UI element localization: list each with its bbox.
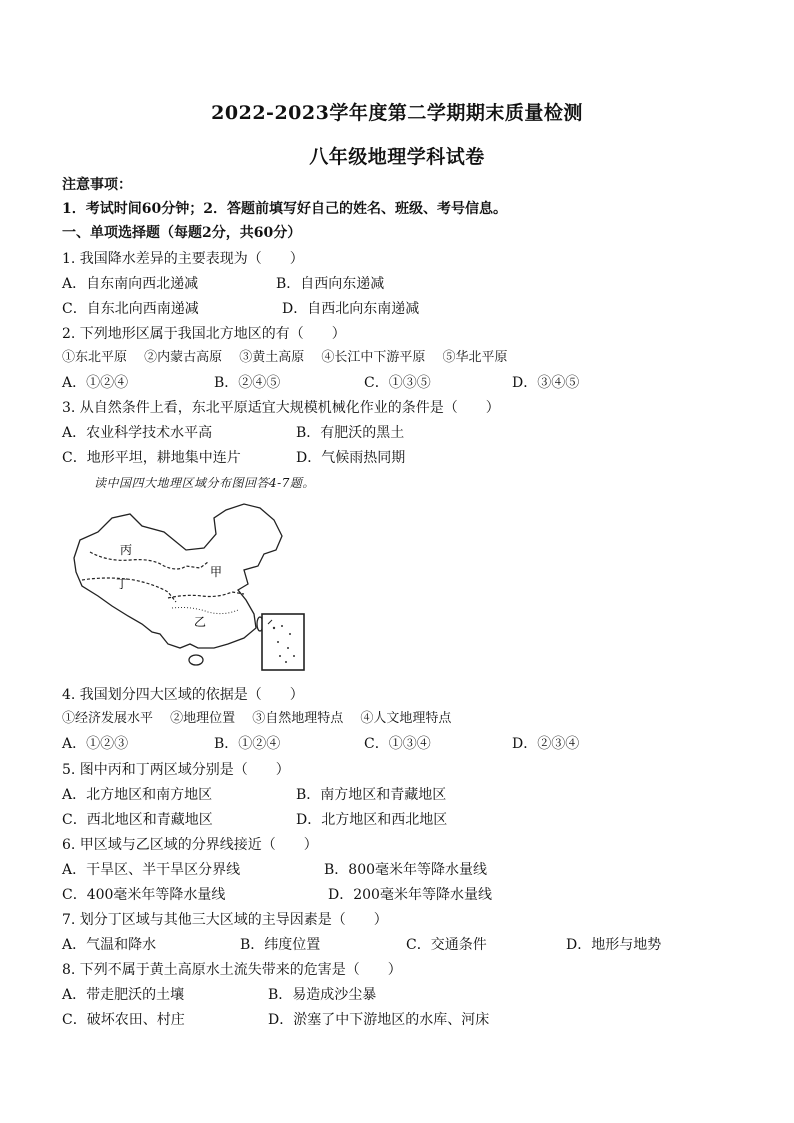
q7-option-d: D．地形与地势 [566, 937, 662, 953]
question-6-stem: 6. 甲区域与乙区域的分界线接近（ ） [62, 837, 318, 853]
q6-option-d: D．200毫米年等降水量线 [328, 887, 492, 903]
q1-option-a: A．自东南向西北递减 [62, 276, 199, 292]
q4-option-c: C．①③④ [364, 736, 431, 752]
section-heading: 一、单项选择题（每题2分，共60分） [62, 225, 302, 241]
q1-option-b: B．自西向东递减 [276, 276, 385, 292]
question-3-stem: 3. 从自然条件上看，东北平原适宜大规模机械化作业的条件是（ ） [62, 400, 500, 416]
exam-title: 2022-2023学年度第二学期期末质量检测 [211, 102, 583, 124]
boundary-qinghai-tibet [82, 578, 176, 602]
question-4-stem: 4. 我国划分四大区域的依据是（ ） [62, 687, 304, 703]
q6-option-b: B．800毫米年等降水量线 [324, 862, 488, 878]
q2-items: ①东北平原 ②内蒙古高原 ③黄土高原 ④长江中下游平原 ⑤华北平原 [62, 350, 508, 365]
q3-option-a: A．农业科学技术水平高 [62, 425, 213, 441]
label-ding: 丁 [116, 577, 129, 591]
boundary-north-northwest [90, 552, 208, 569]
q8-option-a: A．带走肥沃的土壤 [62, 987, 185, 1003]
question-8-stem: 8. 下列不属于黄土高原水土流失带来的危害是（ ） [62, 962, 402, 978]
q8-option-d: D．淤塞了中下游地区的水库、河床 [268, 1012, 490, 1028]
q4-option-a: A．①②③ [62, 736, 129, 752]
q2-option-a: A．①②④ [62, 375, 129, 391]
china-regions-map [68, 496, 318, 676]
q7-option-a: A．气温和降水 [62, 937, 157, 953]
question-2-stem: 2. 下列地形区属于我国北方地区的有（ ） [62, 326, 346, 342]
river-line [172, 608, 238, 614]
q4-option-b: B．①②④ [214, 736, 281, 752]
hainan-island [189, 655, 203, 665]
label-jia: 甲 [210, 565, 223, 579]
q3-option-b: B．有肥沃的黑土 [296, 425, 405, 441]
notes-heading: 注意事项： [62, 177, 132, 193]
q3-option-d: D．气候雨热同期 [296, 450, 406, 466]
q8-option-c: C．破坏农田、村庄 [62, 1012, 185, 1028]
q4-items: ①经济发展水平 ②地理位置 ③自然地理特点 ④人文地理特点 [62, 711, 452, 726]
q1-option-c: C．自东北向西南递减 [62, 301, 199, 317]
q2-option-d: D．③④⑤ [512, 375, 580, 391]
question-1-stem: 1. 我国降水差异的主要表现为（ ） [62, 251, 304, 267]
q2-option-c: C．①③⑤ [364, 375, 431, 391]
china-outline [74, 504, 282, 648]
q3-option-c: C．地形平坦，耕地集中连片 [62, 450, 241, 466]
south-china-sea-inset [262, 614, 304, 670]
exam-subtitle: 八年级地理学科试卷 [309, 146, 485, 168]
question-7-stem: 7. 划分丁区域与其他三大区域的主导因素是（ ） [62, 912, 388, 928]
q2-option-b: B．②④⑤ [214, 375, 281, 391]
label-yi: 乙 [194, 615, 207, 629]
q5-option-c: C．西北地区和青藏地区 [62, 812, 213, 828]
q7-option-c: C．交通条件 [406, 937, 487, 953]
label-bing: 丙 [120, 543, 133, 557]
boundary-north-south [168, 592, 244, 598]
notes-text: 1．考试时间60分钟；2．答题前填写好自己的姓名、班级、考号信息。 [62, 201, 507, 217]
q6-option-a: A．干旱区、半干旱区分界线 [62, 862, 241, 878]
q5-option-b: B．南方地区和青藏地区 [296, 787, 447, 803]
q1-option-d: D．自西北向东南递减 [282, 301, 420, 317]
q5-option-d: D．北方地区和西北地区 [296, 812, 448, 828]
q8-option-b: B．易造成沙尘暴 [268, 987, 377, 1003]
map-caption: 读中国四大地理区域分布图回答4-7题。 [94, 476, 315, 490]
question-5-stem: 5. 图中丙和丁两区域分别是（ ） [62, 762, 290, 778]
q6-option-c: C．400毫米年等降水量线 [62, 887, 226, 903]
q5-option-a: A．北方地区和南方地区 [62, 787, 213, 803]
q4-option-d: D．②③④ [512, 736, 580, 752]
q7-option-b: B．纬度位置 [240, 937, 321, 953]
